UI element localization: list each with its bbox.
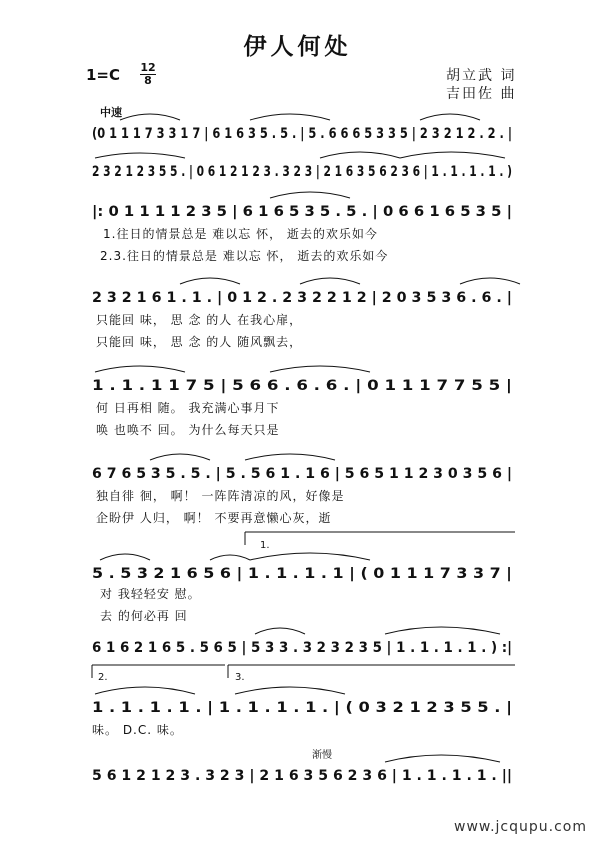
composer-credit: 吉田佐 曲 [446, 86, 517, 102]
system-4-lyrics-2: 只能回 味， 思 念 的人 随风飘去， [96, 335, 303, 349]
volta-3: 3. [235, 672, 245, 683]
watermark-text: www.jcqupu.com [454, 819, 587, 835]
time-signature-bottom: 8 [144, 74, 152, 87]
dynamic-marking: 渐慢 [312, 750, 332, 761]
system-3-notes: |: 0 1 1 1 1 2 3 5 | 6 1 6 5 3 5 . 5 . | 0 6 6 1 6 5 3 5 | [92, 204, 512, 220]
system-3-lyrics-2: 2.3.往日的情景总是 难以忘 怀， 逝去的欢乐如今 [100, 249, 389, 263]
system-10-notes: 5 6 1 2 1 2 3 . 3 2 3 | 2 1 6 3 5 6 2 3 6 | 1 . 1 . 1 . 1 . || [92, 768, 512, 784]
system-5-lyrics-2: 唤 也唤不 回。 为什么每天只是 [96, 423, 280, 437]
system-1-notes: (0 1 1 1 7 3 3 1 7 | 6 1 6 3 5 . 5 . | 5 . 6 6 6 5 3 3 5 | 2 3 2 1 2 . 2 . | [92, 126, 512, 142]
song-title: 伊人何处 [243, 34, 352, 60]
volta-1: 1. [260, 540, 270, 551]
system-9-lyrics-1: 味。 D.C. 味。 [92, 723, 183, 737]
system-5-notes: 1 . 1 . 1 1 7 5 | 5 6 6 . 6 . 6 . | 0 1 1 1 7 7 5 5 | [92, 378, 512, 394]
system-6-lyrics-1: 独自徘 徊， 啊！ 一阵阵清凉的风，好像是 [96, 489, 345, 503]
time-signature-top: 12 [140, 61, 156, 74]
key-signature: 1=C [86, 66, 121, 84]
system-4-notes: 2 3 2 1 6 1 . 1 . | 0 1 2 . 2 3 2 2 1 2 | 2 0 3 5 3 6 . 6 . | [92, 290, 512, 306]
system-5-lyrics-1: 何 日再相 随。 我充满心事月下 [96, 401, 280, 415]
system-7-notes: 5 . 5 3 2 1 6 5 6 | 1 . 1 . 1 . 1 | ( 0 1 1 1 7 3 3 7 | [92, 566, 512, 582]
system-9-notes: 1 . 1 . 1 . 1 . | 1 . 1 . 1 . 1 . | ( 0 3 2 1 2 3 5 5 . | [92, 700, 512, 716]
system-7-lyrics-1: 对 我轻轻安 慰。 [100, 587, 201, 601]
system-7-lyrics-2: 去 的何必再 回 [100, 609, 188, 623]
system-4-lyrics-1: 只能回 味， 思 念 的人 在我心扉， [96, 313, 303, 327]
system-6-notes: 6 7 6 5 3 5 . 5 . | 5 . 5 6 1 . 1 6 | 5 6 5 1 1 2 3 0 3 5 6 | [92, 466, 512, 482]
system-2-notes: 2 3 2 1 2 3 5 5 . | 0 6 1 2 1 2 3 . 3 2 3 | 2 1 6 3 5 6 2 3 6 | 1 . 1 . 1 . 1 . ) [92, 164, 512, 180]
system-3-lyrics-1: 1.往日的情景总是 难以忘 怀， 逝去的欢乐如今 [103, 227, 378, 241]
tempo-marking: 中速 [100, 106, 122, 119]
lyricist-credit: 胡立武 词 [446, 68, 517, 84]
system-6-lyrics-2: 企盼伊 人归， 啊！ 不要再意懒心灰，逝 [96, 511, 332, 525]
system-8-notes: 6 1 6 2 1 6 5 . 5 6 5 | 5 3 3 . 3 2 3 2 3 5 | 1 . 1 . 1 . 1 . ) :| [92, 640, 512, 656]
volta-2: 2. [98, 672, 108, 683]
